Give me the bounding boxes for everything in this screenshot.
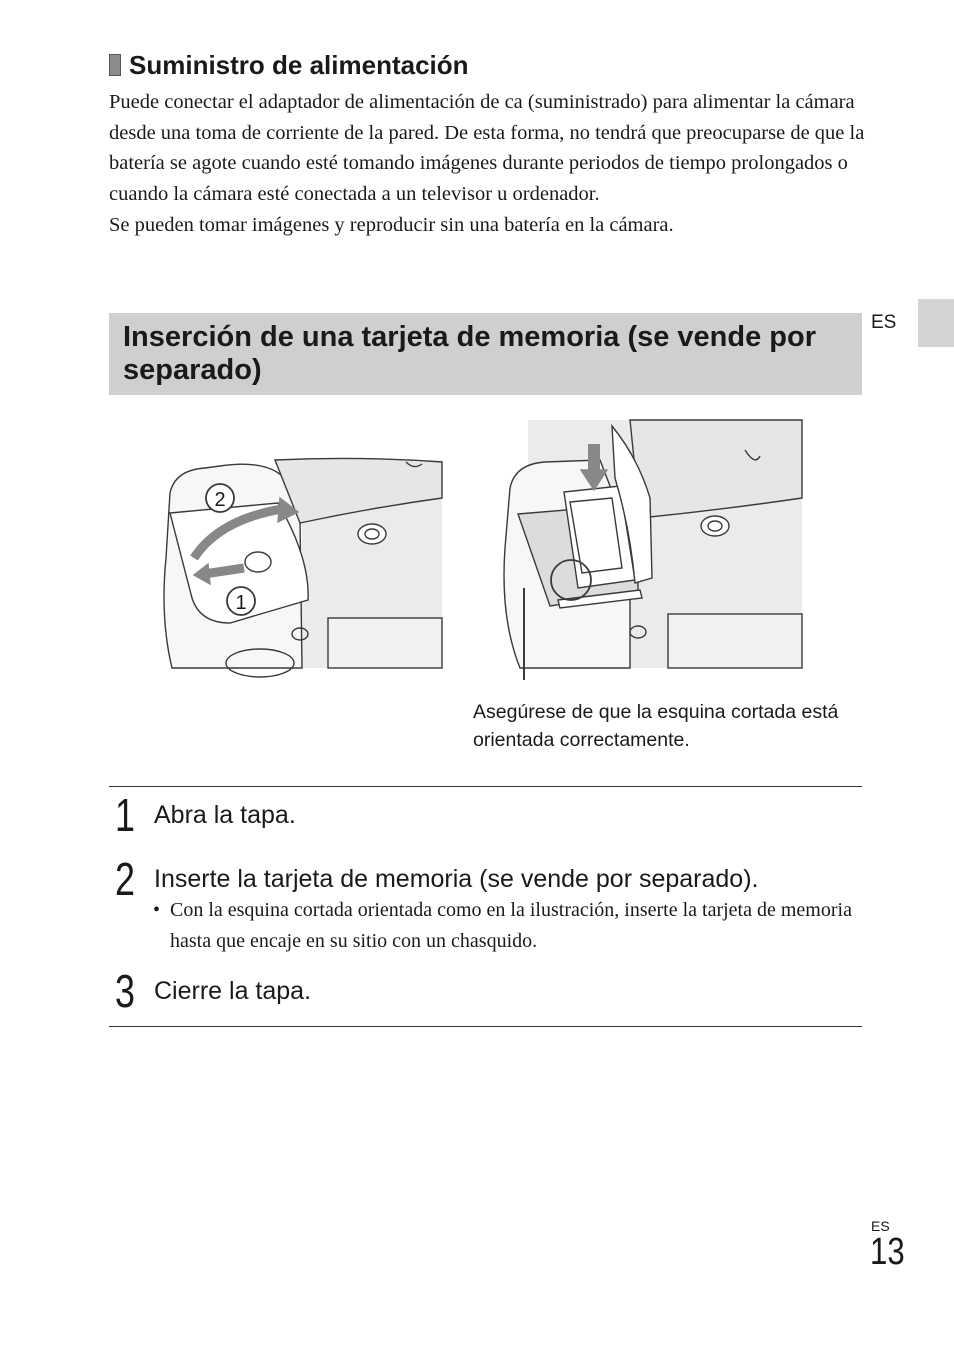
steps-bottom-rule [109, 1026, 862, 1027]
steps-top-rule [109, 786, 862, 787]
memory-card-illustration [160, 418, 810, 680]
step-1-text: Abra la tapa. [154, 801, 296, 829]
camera-card-insert-drawing [504, 420, 802, 680]
language-tab-label: ES [871, 312, 897, 333]
language-tab [918, 299, 954, 347]
figure-caption: Asegúrese de que la esquina cortada está orientada correctamente. [473, 701, 839, 751]
section-title: Inserción de una tarjeta de memoria (se vende por separado) [123, 321, 816, 386]
step-3-number: 3 [115, 965, 135, 1017]
bullet-icon: • [153, 899, 161, 921]
page-language: ES [871, 1218, 890, 1234]
callout-2-label: 2 [214, 489, 226, 511]
step-2-note-text: Con la esquina cortada orientada como en la ilustración, inserte la tarjeta de memoria hasta que encaje en su sitio con un chasquido. [170, 899, 852, 952]
page-number: 13 [870, 1231, 905, 1273]
power-supply-paragraph: Se pueden tomar imágenes y reproducir sin una batería en la cámara. [109, 213, 674, 236]
power-supply-paragraph: Puede conectar el adaptador de alimentación de ca (suministrado) para alimentar la cámara desde una toma de corriente de la pared. De esta forma, no tendrá que preocuparse de que la batería se agote cuando esté tomando imágenes durante periodos de tiempo prolongados o cuando la cámara esté conectada a un televisor u ordenador. [109, 91, 865, 206]
heading-marker-icon [109, 54, 121, 76]
power-supply-heading-text: Suministro de alimentación [129, 50, 469, 80]
callout-1-label: 1 [235, 592, 247, 614]
power-supply-body [109, 87, 869, 241]
step-1-number: 1 [115, 789, 135, 841]
step-2-number: 2 [115, 853, 135, 905]
step-2-note [153, 895, 863, 957]
camera-cover-open-drawing [164, 458, 442, 677]
power-supply-heading [109, 48, 869, 82]
step-2-text: Inserte la tarjeta de memoria (se vende por separado). [154, 865, 759, 893]
step-3-text: Cierre la tapa. [154, 977, 312, 1005]
